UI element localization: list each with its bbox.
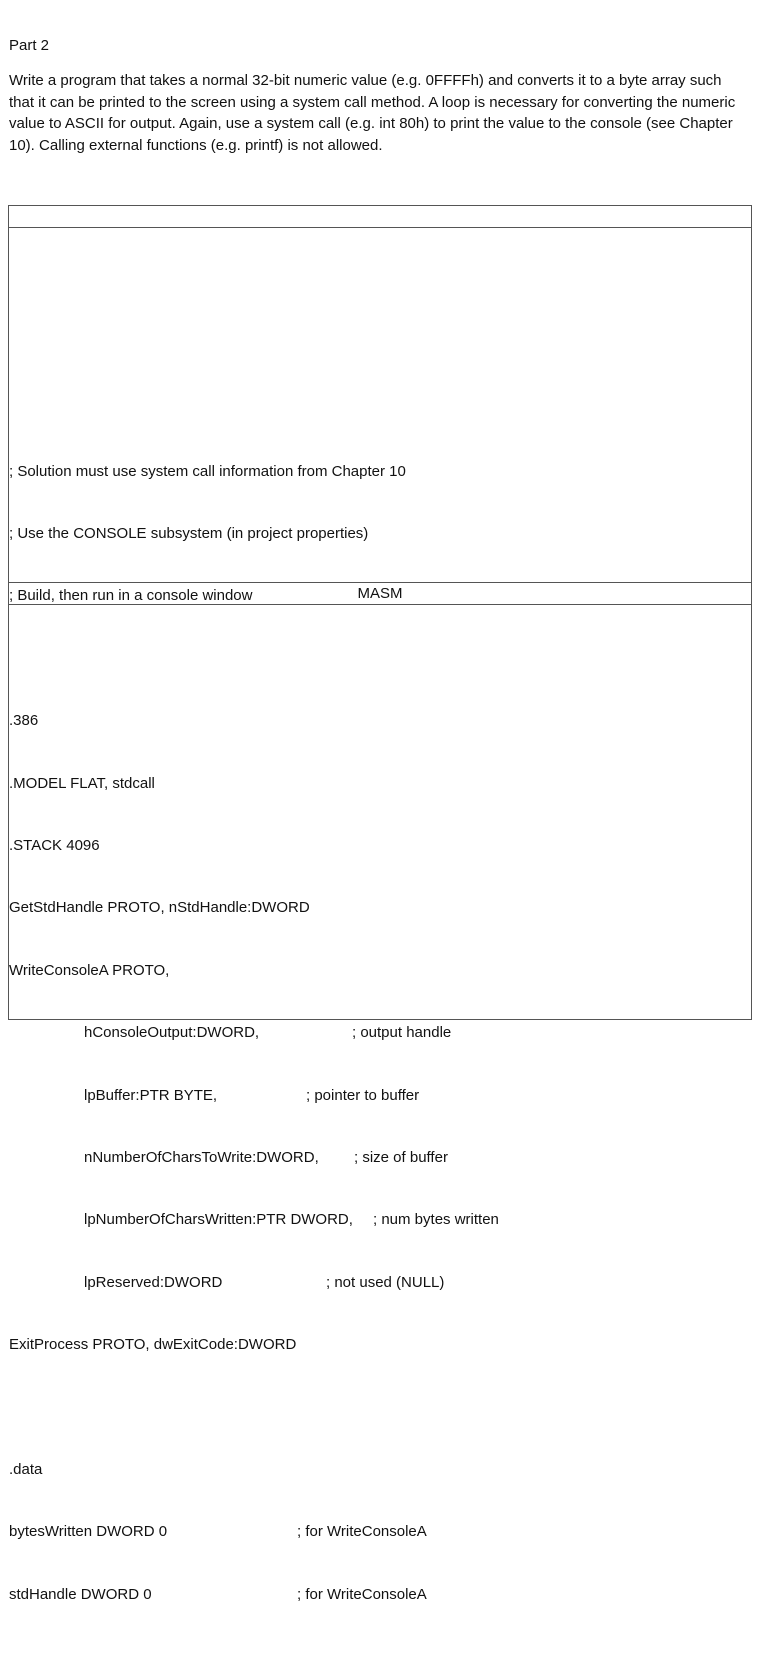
code-line bbox=[9, 586, 253, 607]
code-line bbox=[9, 1148, 448, 1169]
code-comment: ; not used (NULL) bbox=[326, 1273, 445, 1291]
code-line bbox=[9, 711, 39, 732]
code-proto: ExitProcess PROTO, dwExitCode:DWORD bbox=[9, 1336, 297, 1354]
code-line bbox=[9, 1335, 297, 1356]
code-param: hConsoleOutput:DWORD, bbox=[84, 1024, 260, 1042]
code-variable: stdHandle DWORD 0 bbox=[9, 1585, 152, 1603]
code-param: lpBuffer:PTR BYTE, bbox=[84, 1086, 218, 1104]
code-comment: ; pointer to buffer bbox=[306, 1086, 420, 1104]
code-directive: .STACK 4096 bbox=[9, 836, 100, 854]
code-proto: GetStdHandle PROTO, nStdHandle:DWORD bbox=[9, 899, 310, 917]
instructions-text: Write a program that takes a normal 32-bit numeric value (e.g. 0FFFFh) and converts it to a byte array such that it can be printed to the screen using a system call method. A loop is necessary for converting the numeric value to ASCII for output. Again, use a system call (e.g. int 80h) to print the value to the console (see Chapter 10). Calling external functions (e.g. printf) is not allowed. bbox=[9, 72, 736, 154]
code-comment: ; num bytes written bbox=[373, 1211, 499, 1229]
code-line bbox=[9, 898, 310, 919]
code-line bbox=[9, 836, 100, 857]
code-param: nNumberOfCharsToWrite:DWORD, bbox=[84, 1148, 319, 1166]
code-line bbox=[9, 524, 369, 545]
code-line bbox=[9, 774, 155, 795]
code-param: lpNumberOfCharsWritten:PTR DWORD, bbox=[84, 1211, 353, 1229]
code-line bbox=[9, 462, 406, 483]
code-line bbox=[9, 1522, 427, 1543]
code-line bbox=[9, 1023, 452, 1044]
code-blank-line bbox=[9, 649, 26, 670]
code-line bbox=[9, 961, 170, 982]
code-comment: ; for WriteConsoleA bbox=[297, 1585, 427, 1603]
table-header-cell bbox=[9, 206, 751, 227]
code-proto: WriteConsoleA PROTO, bbox=[9, 961, 170, 979]
code-comment: ; for WriteConsoleA bbox=[297, 1523, 427, 1541]
code-comment: ; Solution must use system call information from Chapter 10 bbox=[9, 462, 406, 480]
code-directive: .MODEL FLAT, stdcall bbox=[9, 774, 155, 792]
code-variable: bytesWritten DWORD 0 bbox=[9, 1523, 168, 1541]
code-line bbox=[9, 1585, 427, 1606]
code-directive: .386 bbox=[9, 712, 39, 730]
code-comment: ; size of buffer bbox=[354, 1148, 448, 1166]
code-param: lpReserved:DWORD bbox=[84, 1273, 223, 1291]
code-blank-line bbox=[9, 1397, 26, 1418]
part-title: Part 2 bbox=[9, 37, 50, 54]
code-line bbox=[9, 1086, 420, 1107]
code-line bbox=[9, 1210, 499, 1231]
code-line bbox=[9, 1273, 445, 1294]
code-comment: ; output handle bbox=[352, 1024, 452, 1042]
code-directive: .data bbox=[9, 1460, 43, 1478]
code-comment: ; Build, then run in a console window bbox=[9, 587, 253, 605]
code-line bbox=[9, 1460, 43, 1481]
code-comment: ; Use the CONSOLE subsystem (in project properties) bbox=[9, 524, 369, 542]
masm-header: MASM bbox=[357, 585, 403, 602]
